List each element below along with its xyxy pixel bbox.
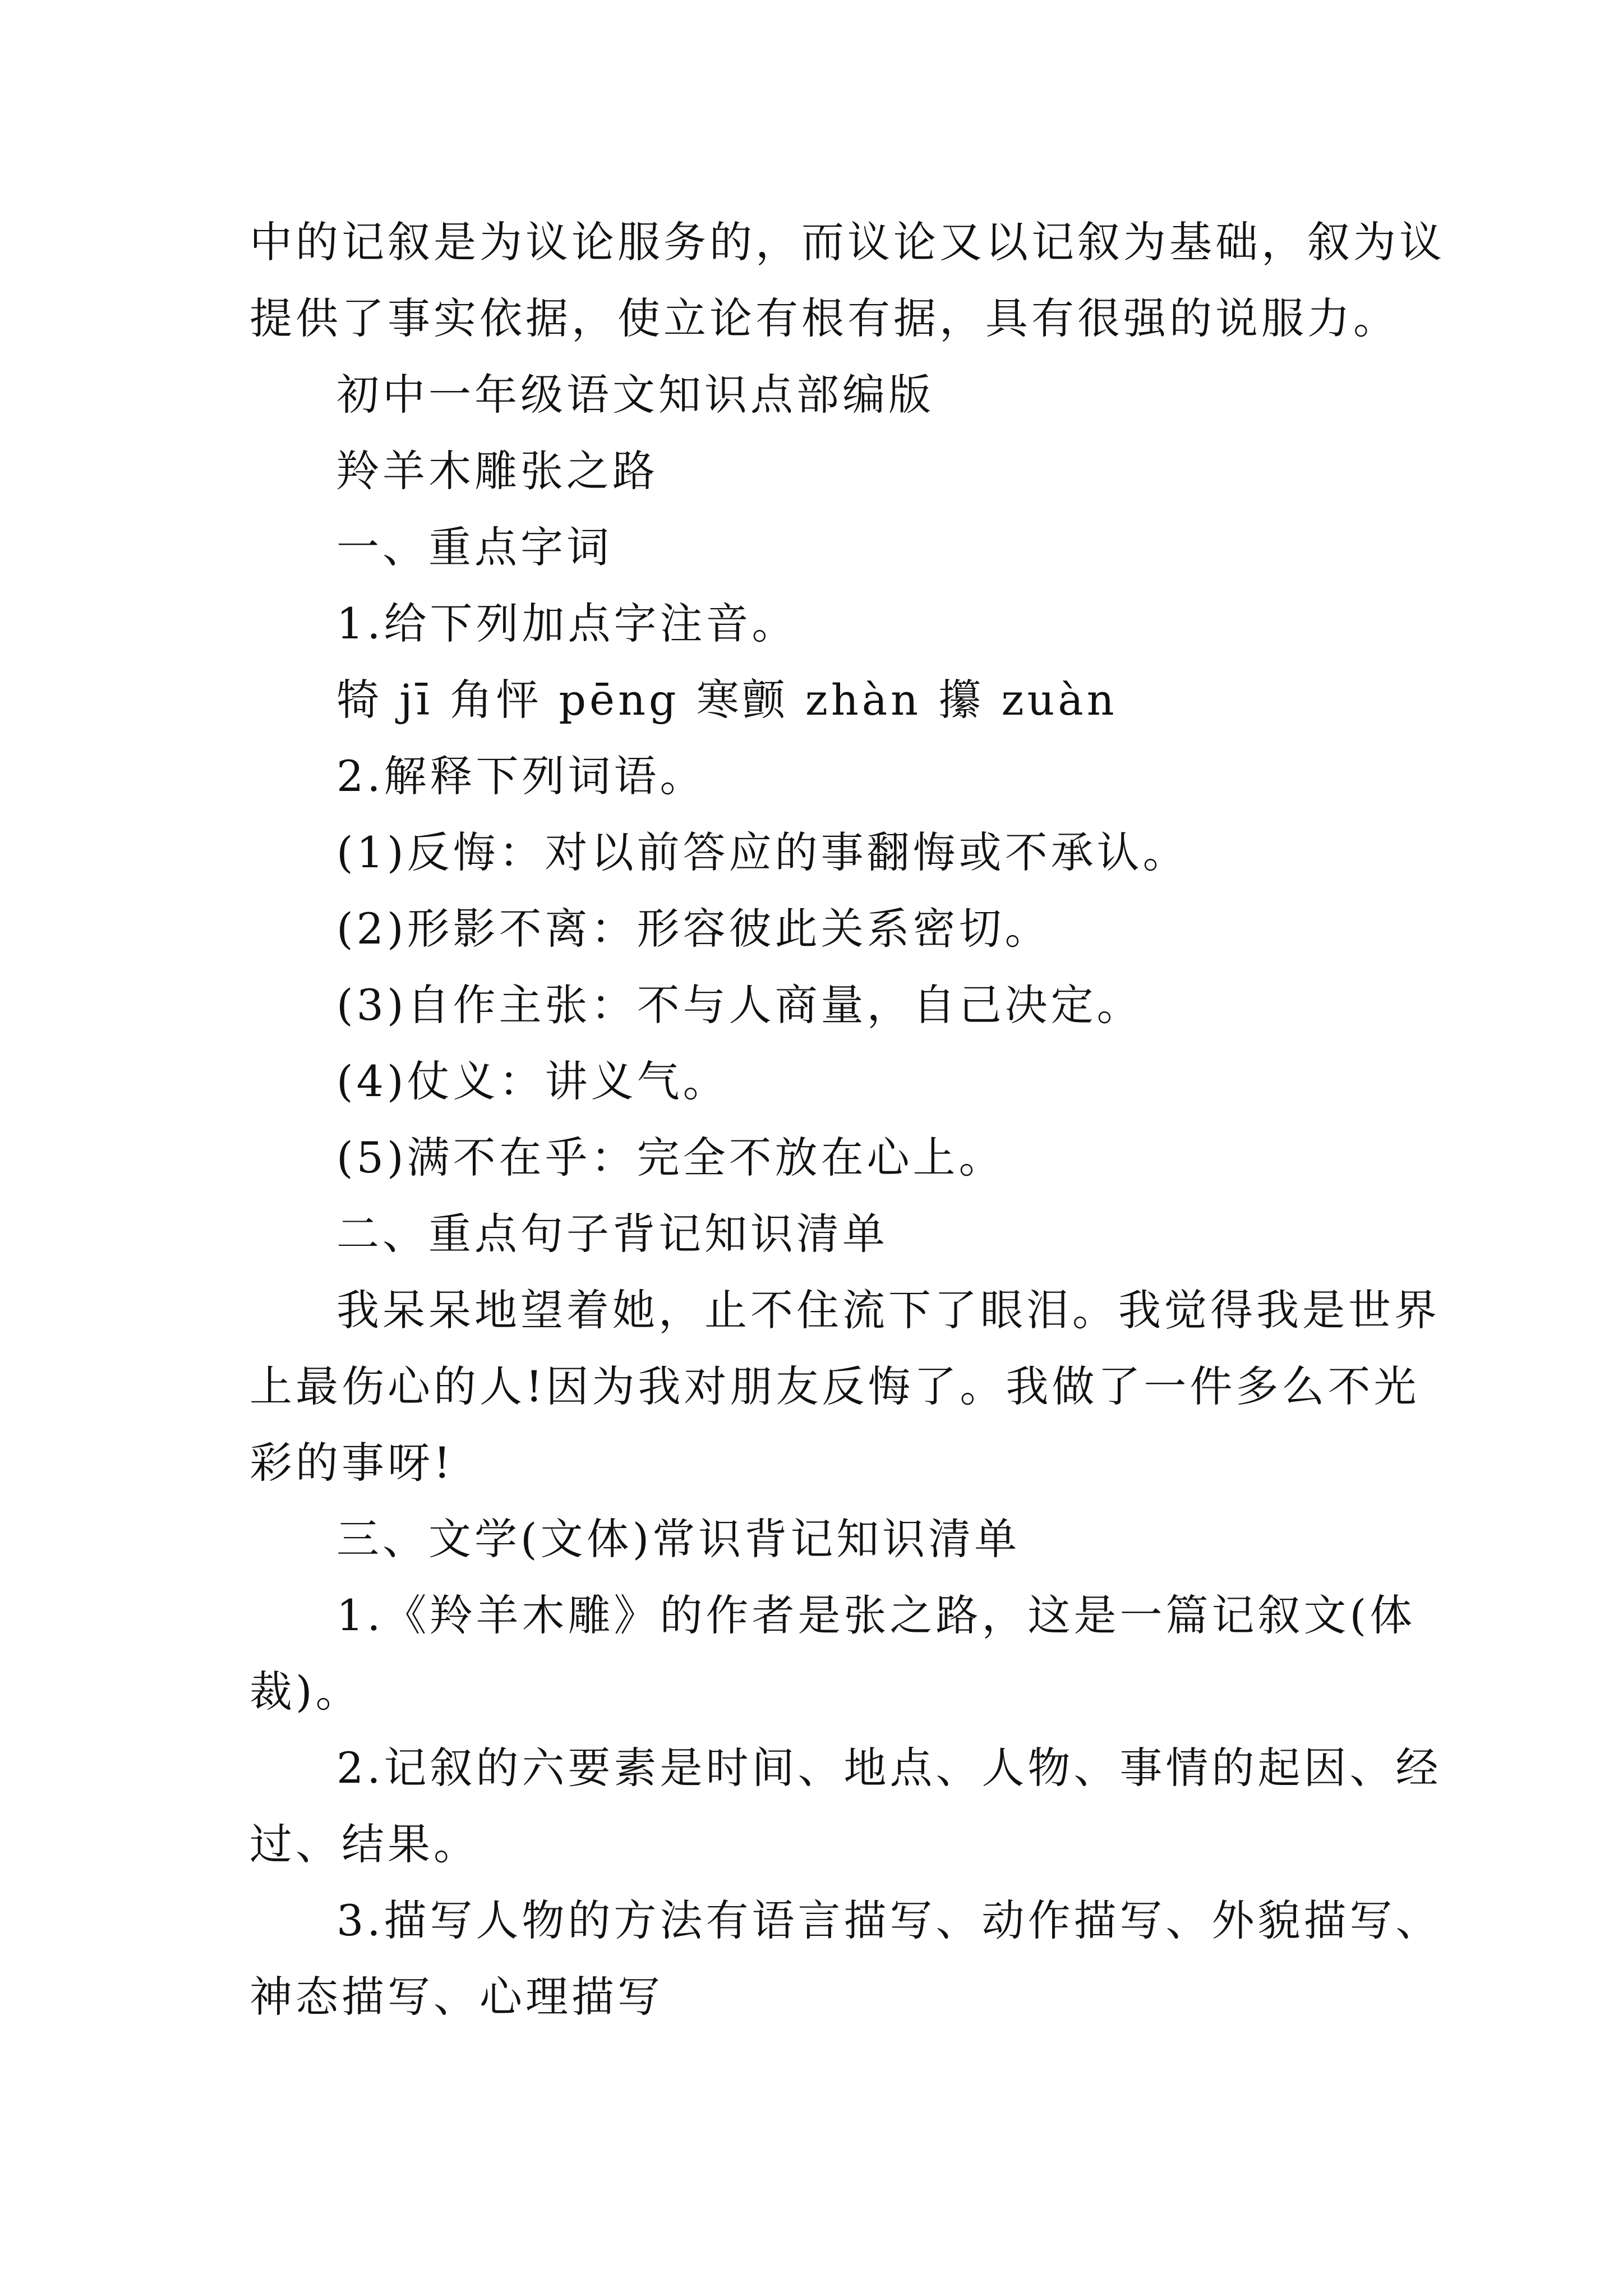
knowledge-2-line-2: 过、结果。 [250,1819,479,1869]
text-line-2: 提供了事实依据，使立论有根有据，具有很强的说服力。 [250,293,1399,343]
quote-line-1: 我呆呆地望着她，止不住流下了眼泪。我觉得我是世界 [336,1285,1440,1335]
knowledge-1-line-2: 裁)。 [250,1667,362,1717]
definition-5: (5)满不在乎：完全不放在心上。 [336,1133,1005,1182]
quote-line-3: 彩的事呀! [250,1438,454,1488]
definition-2: (2)形影不离：形容彼此关系密切。 [336,904,1051,954]
lesson-title: 羚羊木雕张之路 [336,446,658,496]
definition-3: (3)自作主张：不与人商量，自己决定。 [336,980,1143,1030]
question-2: 2.解释下列词语。 [336,751,706,801]
knowledge-3-line-1: 3.描写人物的方法有语言描写、动作描写、外貌描写、 [336,1895,1442,1945]
section-heading-1: 一、重点字词 [336,522,612,572]
knowledge-2-line-1: 2.记叙的六要素是时间、地点、人物、事情的起因、经 [336,1743,1442,1793]
quote-line-2: 上最伤心的人!因为我对朋友反悔了。我做了一件多么不光 [250,1361,1420,1411]
text-line-1: 中的记叙是为议论服务的，而议论又以记叙为基础，叙为议 [250,217,1445,267]
pinyin-line: 犄 jī 角怦 pēng 寒颤 zhàn 攥 zuàn [336,675,1118,725]
document-title: 初中一年级语文知识点部编版 [336,370,934,420]
section-heading-3: 三、文学(文体)常识背记知识清单 [336,1514,1021,1564]
knowledge-3-line-2: 神态描写、心理描写 [250,1972,663,2022]
knowledge-1-line-1: 1.《羚羊木雕》的作者是张之路，这是一篇记叙文(体 [336,1590,1416,1640]
definition-4: (4)仗义：讲义气。 [336,1056,729,1106]
section-heading-2: 二、重点句子背记知识清单 [336,1209,888,1259]
definition-1: (1)反悔：对以前答应的事翻悔或不承认。 [336,827,1189,877]
question-1: 1.给下列加点字注音。 [336,599,798,648]
